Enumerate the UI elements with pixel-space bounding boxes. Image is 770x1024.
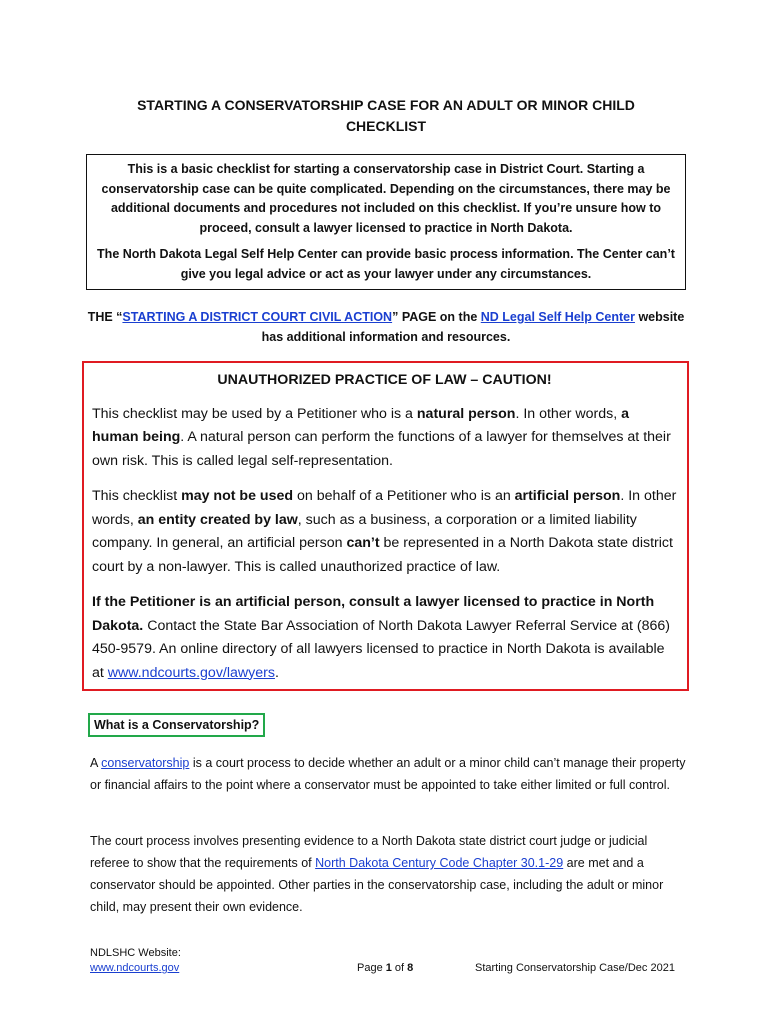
civil-action-link[interactable]: STARTING A DISTRICT COURT CIVIL ACTION	[122, 310, 393, 324]
text: The court process involves presenting evidence to a North Dakota state district court judge or judicial referee to show that the requirements of	[90, 834, 648, 870]
text: is a court process to decide whether an adult or a minor child can’t manage their property or financial affairs to the point where a conservator must be appointed to take either limited or full control.	[90, 756, 686, 792]
title-line-1: STARTING A CONSERVATORSHIP CASE FOR AN ADULT OR MINOR CHILD	[137, 97, 635, 113]
text: . In other words,	[515, 405, 622, 422]
footer-page-number	[357, 961, 413, 976]
text: .	[274, 664, 279, 681]
emphasis-artificial-person: artificial person	[514, 488, 621, 504]
footer-site-label: NDLSHC Website:	[90, 947, 181, 959]
text: be represented in a North Dakota state district court by a non-lawyer. This is called unauthorized practice of law.	[92, 535, 673, 575]
emphasis-consult-lawyer: If the Petitioner is an artificial person, consult a lawyer licensed to practice in North Dakota.	[92, 594, 655, 634]
emphasis-human-being: a human being	[92, 405, 629, 445]
text: are met and a conservator should be appointed. Other parties in the conservatorship case, including the adult or minor child, may present their own evidence.	[90, 856, 664, 914]
lawyers-directory-link[interactable]: www.ndcourts.gov/lawyers	[107, 664, 275, 681]
resources-text-3: website has additional information and resources.	[261, 310, 685, 344]
self-help-center-link[interactable]: ND Legal Self Help Center	[480, 310, 635, 324]
caution-paragraph-3	[92, 591, 677, 685]
resources-note	[86, 307, 686, 347]
notice-paragraph-1: This is a basic checklist for starting a conservatorship case in District Court. Starting a conservatorship case can be quite complicated. Depending on the circumstances, there may be additional documents and procedures not included on this checklist. If you’re unsure how to proceed, consult a lawyer licensed to practice in North Dakota.	[101, 162, 671, 235]
text: Page	[357, 962, 386, 974]
text: . In other words,	[92, 488, 677, 528]
text: This checklist	[92, 488, 182, 504]
text: . A natural person can perform the functions of a lawyer for themselves at their own risk. This is called legal self-representation.	[92, 429, 671, 469]
text: Contact the State Bar Association of North Dakota Lawyer Referral Service at (866) 450-9579. An online directory of all lawyers licensed to practice in North Dakota is available at	[92, 617, 671, 681]
caution-paragraph-1	[92, 403, 677, 474]
resources-text-2: ” PAGE on the	[392, 310, 481, 324]
document-title	[90, 95, 682, 137]
conservatorship-definition	[90, 752, 686, 796]
text: on behalf of a Petitioner who is an	[293, 488, 515, 504]
page-current: 1	[385, 962, 392, 974]
footer-website	[90, 946, 181, 976]
conservatorship-link[interactable]: conservatorship	[101, 756, 190, 770]
caution-paragraph-2	[92, 485, 677, 579]
section-heading: What is a Conservatorship?	[88, 713, 265, 737]
century-code-link[interactable]: North Dakota Century Code Chapter 30.1-29	[315, 856, 564, 870]
notice-box	[86, 154, 686, 290]
footer-site-link[interactable]: www.ndcourts.gov	[90, 962, 180, 974]
page-total: 8	[407, 962, 414, 974]
caution-heading: UNAUTHORIZED PRACTICE OF LAW – CAUTION!	[217, 372, 552, 388]
court-process-paragraph	[90, 830, 686, 918]
notice-paragraph-2: The North Dakota Legal Self Help Center can provide basic process information. The Center can’t give you legal advice or act as your lawyer under any circumstances.	[97, 247, 675, 281]
text: , such as a business, a corporation or a limited liability company. In general, an artificial person	[92, 511, 637, 551]
title-line-2: CHECKLIST	[345, 118, 427, 134]
footer-document-label: Starting Conservatorship Case/Dec 2021	[475, 962, 675, 974]
caution-box	[82, 361, 689, 691]
text: A	[90, 756, 102, 770]
text: This checklist may be used by a Petitioner who is a	[92, 405, 417, 422]
emphasis-natural-person: natural person	[416, 405, 516, 422]
emphasis-may-not-be-used: may not be used	[181, 488, 294, 504]
resources-text-1: THE “	[87, 310, 123, 324]
text: of	[391, 962, 408, 974]
emphasis-entity: an entity created by law	[137, 511, 298, 528]
emphasis-cant: can’t	[346, 535, 380, 551]
